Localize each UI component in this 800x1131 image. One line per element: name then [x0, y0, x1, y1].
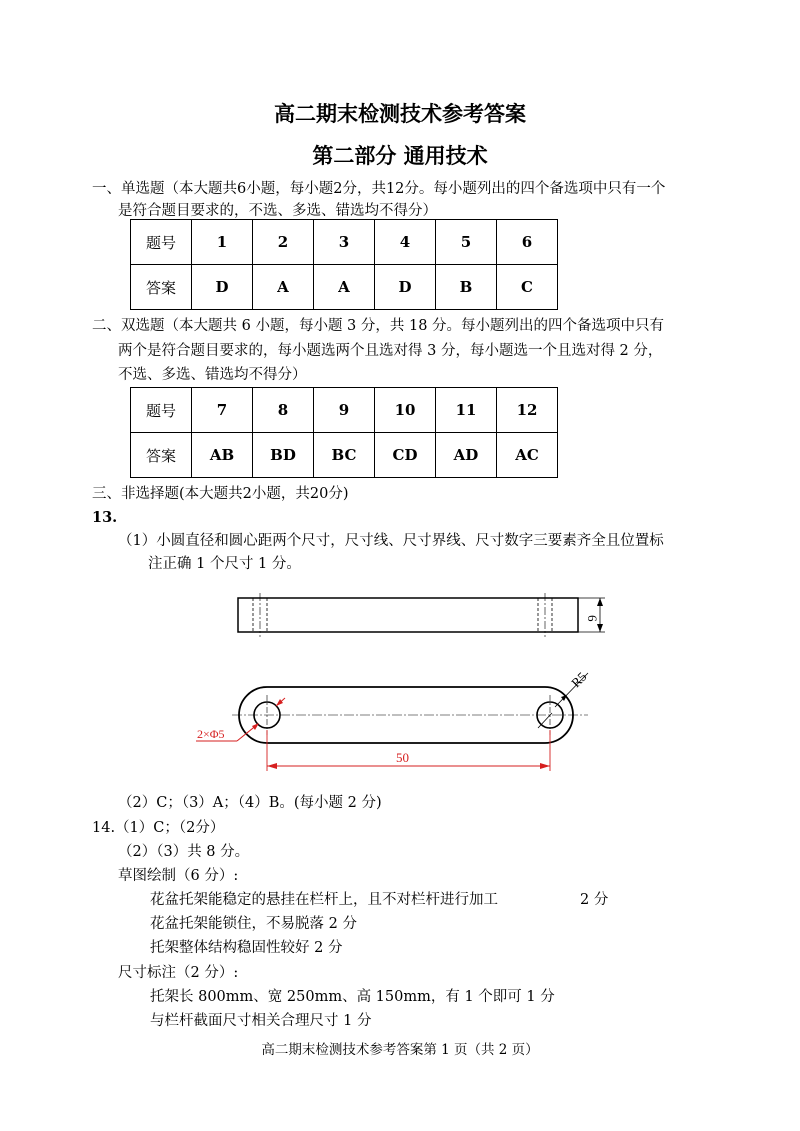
- question-number: 5: [436, 220, 497, 265]
- question-14-part1: 14.（1）C；（2分）: [92, 820, 225, 836]
- question-13-parts2to4: （2）C；（3）A；（4）B。(每小题 2 分): [118, 795, 382, 811]
- answer-cell: C: [497, 265, 558, 310]
- question-number: 12: [497, 388, 558, 433]
- radius-dimension-label: R5: [568, 668, 590, 691]
- question-13-part1-line2: 注正确 1 个尺寸 1 分。: [148, 556, 301, 572]
- sketch-criterion-1: 花盆托架能稳定的悬挂在栏杆上，且不对栏杆进行加工: [150, 892, 498, 908]
- section1-instructions-line1: 一、单选题（本大题共6小题，每小题2分，共12分。每小题列出的四个备选项中只有一个: [92, 181, 666, 197]
- question-number: 10: [375, 388, 436, 433]
- table-row: [131, 388, 558, 433]
- section1-instructions-line2: 是符合题目要求的，不选、多选、错选均不得分）: [118, 203, 437, 219]
- page-footer: 高二期末检测技术参考答案第 1 页（共 2 页）: [261, 1042, 539, 1058]
- section2-instructions-line1: 二、双选题（本大题共 6 小题，每小题 3 分，共 18 分。每小题列出的四个备选项中只有: [92, 318, 665, 334]
- link-plate-drawing: [0, 585, 800, 785]
- sketch-criterion-1-score: 2 分: [580, 892, 609, 908]
- answer-cell: A: [253, 265, 314, 310]
- center-distance-label: 50: [396, 750, 409, 765]
- hole-diameter-label: 2×Φ5: [197, 727, 225, 741]
- question-number: 11: [436, 388, 497, 433]
- answer-cell: D: [375, 265, 436, 310]
- table-row-label: 题号: [131, 220, 192, 265]
- answer-cell: AD: [436, 433, 497, 478]
- thickness-dimension-label: 6: [585, 615, 600, 622]
- page-title: 高二期末检测技术参考答案: [274, 101, 526, 126]
- answer-cell: AC: [497, 433, 558, 478]
- question-number: 3: [314, 220, 375, 265]
- section2-answer-table: [130, 387, 558, 478]
- table-row: [131, 265, 558, 310]
- question-number: 4: [375, 220, 436, 265]
- sketch-heading: 草图绘制（6 分）:: [118, 868, 239, 884]
- question-number: 2: [253, 220, 314, 265]
- dimension-heading: 尺寸标注（2 分）:: [118, 965, 239, 981]
- question-13-part1-line1: （1）小圆直径和圆心距两个尺寸，尺寸线、尺寸界线、尺寸数字三要素齐全且位置标: [118, 533, 664, 549]
- answer-cell: BC: [314, 433, 375, 478]
- table-row: [131, 433, 558, 478]
- answer-cell: AB: [192, 433, 253, 478]
- table-row-label: 题号: [131, 388, 192, 433]
- section2-instructions-line3: 不选、多选、错选均不得分）: [118, 367, 307, 383]
- answer-cell: BD: [253, 433, 314, 478]
- question-13-number: 13.: [92, 509, 118, 526]
- question-14-part2-3: （2）（3）共 8 分。: [118, 844, 250, 860]
- answer-cell: A: [314, 265, 375, 310]
- section1-answer-table: [130, 219, 558, 310]
- dimension-criterion-2: 与栏杆截面尺寸相关合理尺寸 1 分: [150, 1013, 372, 1029]
- question-number: 9: [314, 388, 375, 433]
- dimension-criterion-1: 托架长 800mm、宽 250mm、高 150mm，有 1 个即可 1 分: [150, 989, 555, 1005]
- section2-instructions-line2: 两个是符合题目要求的，每小题选两个且选对得 3 分，每小题选一个且选对得 2 分，: [118, 343, 663, 359]
- section3-heading: 三、非选择题(本大题共2小题，共20分): [92, 486, 349, 502]
- answer-cell: B: [436, 265, 497, 310]
- answer-cell: CD: [375, 433, 436, 478]
- answer-cell: D: [192, 265, 253, 310]
- page-subtitle: 第二部分 通用技术: [312, 143, 488, 168]
- table-row: [131, 220, 558, 265]
- sketch-criterion-2: 花盆托架能锁住，不易脱落 2 分: [150, 916, 357, 932]
- sketch-criterion-3: 托架整体结构稳固性较好 2 分: [150, 940, 343, 956]
- table-row-label: 答案: [131, 433, 192, 478]
- question-number: 7: [192, 388, 253, 433]
- question-number: 1: [192, 220, 253, 265]
- table-row-label: 答案: [131, 265, 192, 310]
- question-number: 8: [253, 388, 314, 433]
- question-number: 6: [497, 220, 558, 265]
